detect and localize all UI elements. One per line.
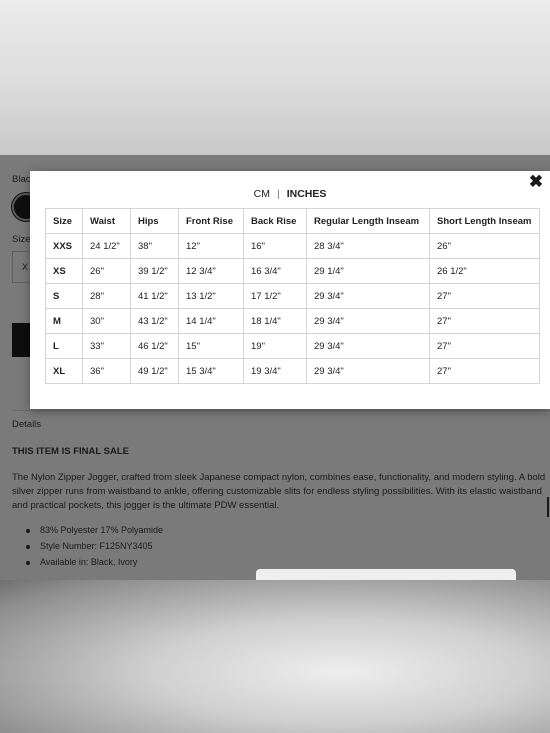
bottom-background <box>0 580 550 733</box>
table-cell: 29 1/4" <box>307 259 430 284</box>
bottom-panel <box>256 569 516 580</box>
table-cell: 27" <box>430 359 540 384</box>
table-cell: XXS <box>46 234 83 259</box>
table-cell: 12" <box>179 234 244 259</box>
table-row <box>46 334 540 359</box>
table-row <box>46 259 540 284</box>
close-icon[interactable]: ✖ <box>528 172 544 191</box>
table-cell: XS <box>46 259 83 284</box>
table-cell: 28" <box>83 284 131 309</box>
table-cell: 18 1/4" <box>244 309 307 334</box>
table-cell: 15 3/4" <box>179 359 244 384</box>
table-cell: 30" <box>83 309 131 334</box>
unit-toggle <box>30 188 550 200</box>
color-label: Blac <box>12 174 31 185</box>
column-header-regular-inseam: Regular Length Inseam <box>307 209 430 234</box>
table-cell: 14 1/4" <box>179 309 244 334</box>
table-cell: 36" <box>83 359 131 384</box>
table-cell: 26" <box>430 234 540 259</box>
column-header-size: Size <box>46 209 83 234</box>
list-item: Available in: Black, Ivory <box>26 557 163 567</box>
table-cell: 29 3/4" <box>307 359 430 384</box>
size-chart-table <box>45 208 540 384</box>
table-cell: S <box>46 284 83 309</box>
table-cell: 39 1/2" <box>131 259 179 284</box>
table-row <box>46 359 540 384</box>
scrollbar[interactable] <box>547 497 549 517</box>
table-cell: 12 3/4" <box>179 259 244 284</box>
table-row <box>46 284 540 309</box>
table-cell: 38" <box>131 234 179 259</box>
column-header-waist: Waist <box>83 209 131 234</box>
size-option-label: X <box>21 262 28 272</box>
table-cell: 27" <box>430 284 540 309</box>
table-cell: 27" <box>430 309 540 334</box>
column-header-short-inseam: Short Length Inseam <box>430 209 540 234</box>
table-cell: 17 1/2" <box>244 284 307 309</box>
column-header-back-rise: Back Rise <box>244 209 307 234</box>
table-row <box>46 309 540 334</box>
table-cell: 29 3/4" <box>307 284 430 309</box>
product-description: The Nylon Zipper Jogger, crafted from sleek Japanese compact nylon, combines ease, functionality, and modern styling. A bold silver zipper runs from waistband to ankle, offering customizable slits for endless styling possibilities. With its elastic waistband and practical pockets, this jogger is the ultimate PDW essential. <box>12 472 546 511</box>
size-chart-modal <box>30 171 550 409</box>
table-cell: 28 3/4" <box>307 234 430 259</box>
table-cell: 26" <box>83 259 131 284</box>
table-cell: 29 3/4" <box>307 309 430 334</box>
top-background <box>0 0 550 155</box>
unit-cm-button[interactable]: CM <box>253 188 270 200</box>
table-cell: 24 1/2" <box>83 234 131 259</box>
table-cell: M <box>46 309 83 334</box>
list-item: Style Number: F125NY3405 <box>26 541 163 551</box>
details-tab[interactable]: Details <box>12 419 42 430</box>
table-cell: XL <box>46 359 83 384</box>
table-cell: 26 1/2" <box>430 259 540 284</box>
unit-inches-button[interactable]: INCHES <box>286 188 327 200</box>
final-sale-notice: THIS ITEM IS FINAL SALE <box>12 446 129 457</box>
table-cell: 41 1/2" <box>131 284 179 309</box>
product-bullets <box>26 525 163 573</box>
size-label: Size <box>12 234 31 245</box>
unit-separator: | <box>276 188 280 200</box>
table-cell: 27" <box>430 334 540 359</box>
divider <box>12 410 550 411</box>
column-header-hips: Hips <box>131 209 179 234</box>
table-cell: 15" <box>179 334 244 359</box>
table-cell: 19" <box>244 334 307 359</box>
table-cell: 46 1/2" <box>131 334 179 359</box>
list-item: 83% Polyester 17% Polyamide <box>26 525 163 535</box>
table-row <box>46 234 540 259</box>
column-header-front-rise: Front Rise <box>179 209 244 234</box>
table-cell: L <box>46 334 83 359</box>
table-cell: 43 1/2" <box>131 309 179 334</box>
table-cell: 13 1/2" <box>179 284 244 309</box>
table-header-row <box>46 209 540 234</box>
table-cell: 49 1/2" <box>131 359 179 384</box>
table-cell: 16 3/4" <box>244 259 307 284</box>
table-cell: 33" <box>83 334 131 359</box>
table-cell: 19 3/4" <box>244 359 307 384</box>
table-cell: 16" <box>244 234 307 259</box>
table-cell: 29 3/4" <box>307 334 430 359</box>
